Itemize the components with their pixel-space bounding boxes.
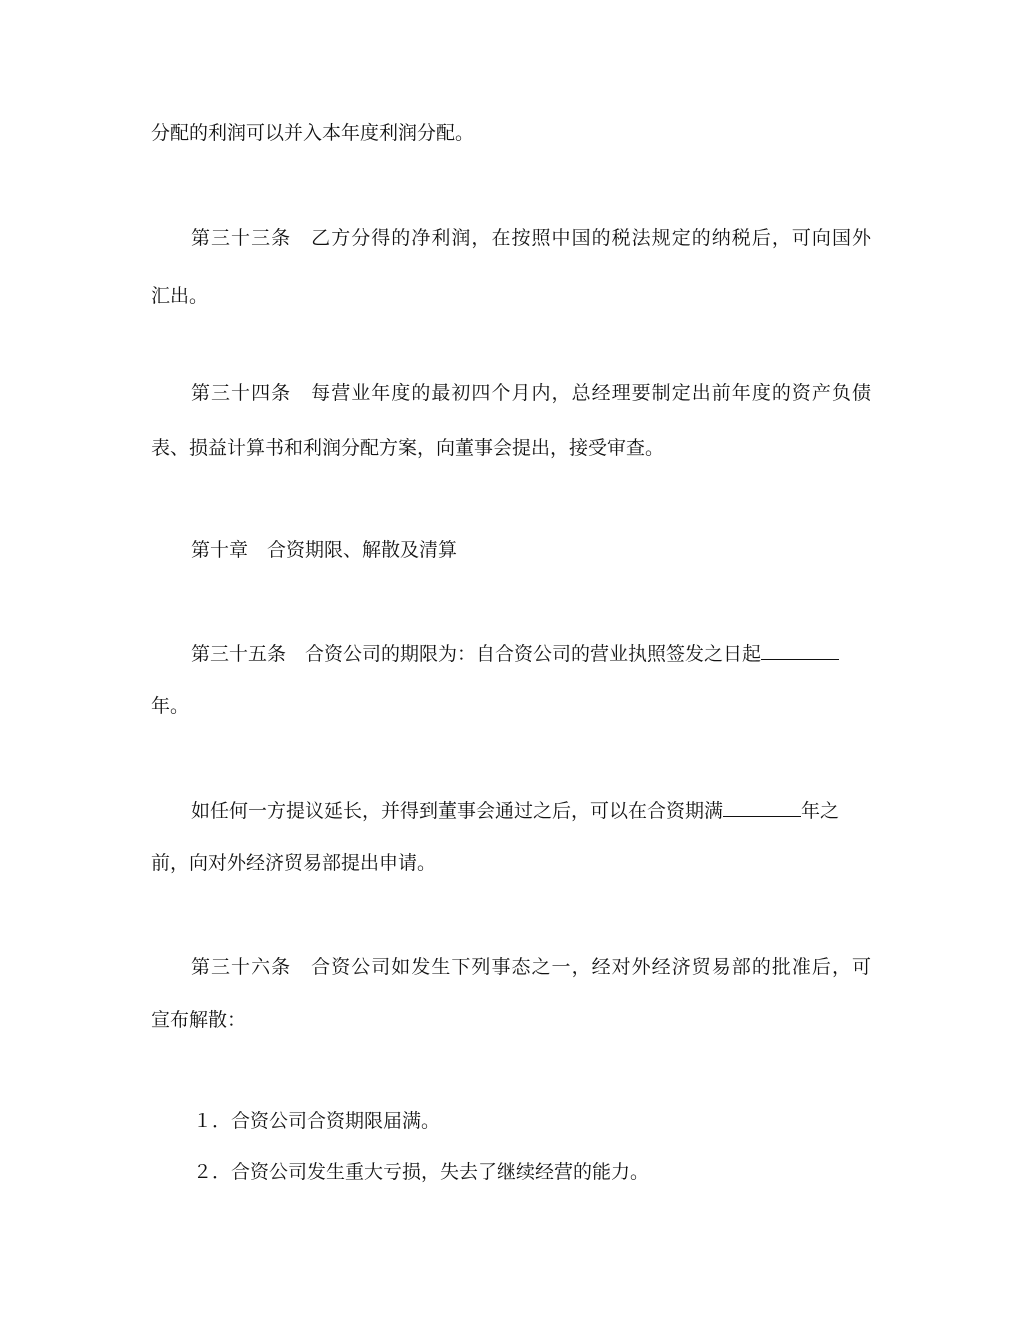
chapter-10-heading: 第十章 合资期限、解散及清算 (191, 539, 458, 561)
article-35-text: 第三十五条 合资公司的期限为：自合资公司的营业执照签发之日起 (191, 643, 762, 665)
list-item-2: ２．合资公司发生重大亏损，失去了继续经营的能力。 (193, 1161, 650, 1183)
article-35-line-1 (191, 642, 871, 666)
article-35-line-2: 年。 (151, 695, 190, 717)
blank-years-field (761, 643, 839, 660)
extension-line-1 (191, 799, 871, 823)
blank-years-before-field (723, 800, 801, 817)
extension-text: 如任何一方提议延长，并得到董事会通过之后，可以在合资期满 (191, 800, 724, 822)
article-36-line-1: 第三十六条 合资公司如发生下列事态之一，经对外经济贸易部的批准后，可 (191, 956, 871, 978)
article-34-line-2: 表、损益计算书和利润分配方案，向董事会提出，接受审查。 (151, 437, 665, 459)
list-item-1: １．合资公司合资期限届满。 (193, 1110, 441, 1132)
article-33-line-1: 第三十三条 乙方分得的净利润，在按照中国的税法规定的纳税后，可向国外 (191, 227, 871, 249)
article-33-line-2: 汇出。 (151, 285, 209, 307)
extension-line-2: 前，向对外经济贸易部提出申请。 (151, 852, 437, 874)
article-34-line-1: 第三十四条 每营业年度的最初四个月内，总经理要制定出前年度的资产负债 (191, 382, 871, 404)
extension-text-end: 年之 (801, 800, 840, 822)
article-36-line-2: 宣布解散： (151, 1009, 247, 1031)
paragraph-line-1: 分配的利润可以并入本年度利润分配。 (151, 122, 475, 144)
